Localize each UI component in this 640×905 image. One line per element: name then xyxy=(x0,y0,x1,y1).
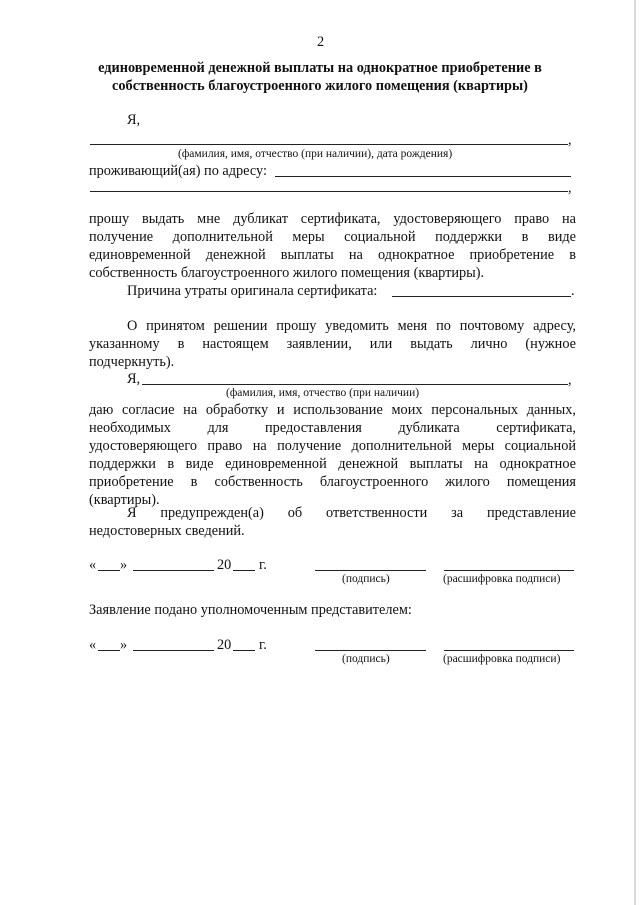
sig1-signature-caption: (подпись) xyxy=(342,573,390,585)
notification-line-1: О принятом решении прошу уведомить меня по почтовому адресу, xyxy=(127,318,576,334)
consent-name-caption: (фамилия, имя, отчество (при наличии) xyxy=(226,387,420,399)
address-line-1[interactable] xyxy=(275,176,571,177)
sig1-decryption-line[interactable] xyxy=(444,570,574,571)
representative-label: Заявление подано уполномоченным представителем: xyxy=(89,602,412,618)
consent-comma: , xyxy=(568,372,572,388)
sig2-day-line[interactable] xyxy=(98,650,120,651)
applicant-i-label: Я, xyxy=(127,112,141,128)
sig1-open-quote: « xyxy=(89,557,97,573)
address-comma: , xyxy=(568,180,572,196)
sig1-close-quote: » xyxy=(120,557,128,573)
address-line-2[interactable] xyxy=(90,191,568,192)
consent-line-1: даю согласие на обработку и использование моих персональных данных, xyxy=(89,402,576,418)
request-line-3: единовременной денежной выплаты на однократное приобретение в xyxy=(89,247,576,263)
consent-line-6: (квартиры). xyxy=(89,492,160,508)
page-number: 2 xyxy=(317,34,325,50)
sig1-decryption-caption: (расшифровка подписи) xyxy=(443,573,561,585)
consent-line-3: удостоверяющего право на получение дополнительной меры социальной xyxy=(89,438,576,454)
sig2-decryption-line[interactable] xyxy=(444,650,574,651)
request-line-1: прошу выдать мне дубликат сертификата, удостоверяющего право на xyxy=(89,211,576,227)
applicant-comma: , xyxy=(568,132,572,148)
applicant-name-caption: (фамилия, имя, отчество (при наличии), дата рождения) xyxy=(178,148,453,160)
loss-reason-end: . xyxy=(571,283,575,299)
warning-line-2: недостоверных сведений. xyxy=(89,523,245,539)
consent-line-4: поддержки в виде единовременной денежной выплаты на однократное xyxy=(89,456,576,472)
sig2-month-line[interactable] xyxy=(133,650,214,651)
sig1-year-suffix: г. xyxy=(259,557,267,573)
title-line-1: единовременной денежной выплаты на однократное приобретение в xyxy=(98,60,542,76)
title-line-2: собственность благоустроенного жилого помещения (квартиры) xyxy=(112,78,528,94)
sig2-decryption-caption: (расшифровка подписи) xyxy=(443,653,561,665)
sig1-signature-line[interactable] xyxy=(315,570,426,571)
sig1-year-prefix: 20 xyxy=(217,557,232,573)
sig1-year-line[interactable] xyxy=(233,570,255,571)
loss-reason-label: Причина утраты оригинала сертификата: xyxy=(127,283,378,299)
sig1-month-line[interactable] xyxy=(133,570,214,571)
sig2-open-quote: « xyxy=(89,637,97,653)
notification-line-3: подчеркнуть). xyxy=(89,354,175,370)
request-line-2: получение дополнительной меры социальной поддержки в виде xyxy=(89,229,576,245)
warning-line-1: Я предупрежден(а) об ответственности за представление xyxy=(127,505,576,521)
sig2-year-suffix: г. xyxy=(259,637,267,653)
sig2-signature-caption: (подпись) xyxy=(342,653,390,665)
sig2-signature-line[interactable] xyxy=(315,650,426,651)
residing-label: проживающий(ая) по адресу: xyxy=(89,163,267,179)
sig2-year-line[interactable] xyxy=(233,650,255,651)
consent-line-5: приобретение в собственность благоустроенного жилого помещения xyxy=(89,474,576,490)
consent-line-2: необходимых для предоставления дубликата сертификата, xyxy=(89,420,576,436)
consent-i-label: Я, xyxy=(127,371,141,387)
sig2-year-prefix: 20 xyxy=(217,637,232,653)
loss-reason-line[interactable] xyxy=(392,296,571,297)
request-line-4: собственность благоустроенного жилого помещения (квартиры). xyxy=(89,265,485,281)
sig2-close-quote: » xyxy=(120,637,128,653)
consent-name-line[interactable] xyxy=(142,384,568,385)
scan-edge xyxy=(634,0,636,905)
notification-line-2: указанному в настоящем заявлении, или выдать лично (нужное xyxy=(89,336,576,352)
sig1-day-line[interactable] xyxy=(98,570,120,571)
applicant-name-line[interactable] xyxy=(90,144,568,145)
